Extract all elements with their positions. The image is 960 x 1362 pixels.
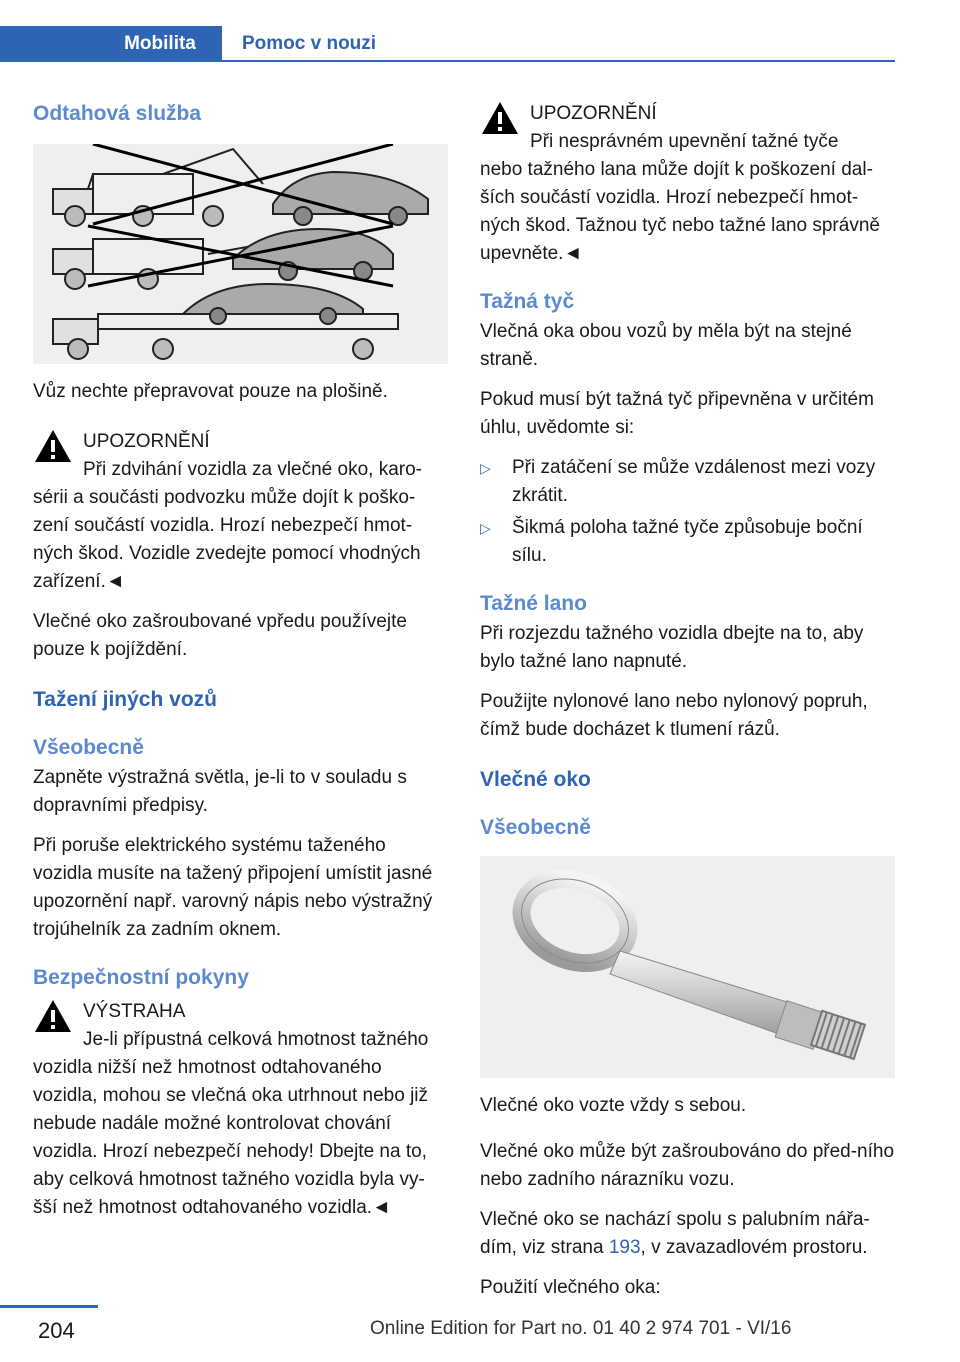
bullet-list bbox=[480, 454, 895, 570]
warning-text bbox=[33, 1026, 448, 1222]
warning-text-first: Při zdvihání vozidla za vlečné oko, karo- bbox=[83, 459, 422, 480]
heading-tow-rope: Tažné lano bbox=[480, 592, 587, 615]
paragraph-rope-1: Při rozjezdu tažného vozidla dbejte na to, aby bylo tažné lano napnuté. bbox=[480, 623, 864, 672]
warning-title: UPOZORNĚNÍ bbox=[83, 431, 210, 452]
header-rule bbox=[0, 60, 895, 62]
heading-tow-bar: Tažná tyč bbox=[480, 290, 575, 313]
warning-text bbox=[480, 128, 895, 268]
paragraph-eye-2-text: Vlečné oko se nachází spolu s palubním nářa-dím, viz strana bbox=[480, 1209, 870, 1258]
heading-general: Všeobecně bbox=[33, 736, 144, 759]
list-item bbox=[480, 514, 895, 570]
tab-mobilita[interactable]: Mobilita bbox=[98, 26, 222, 62]
heading-towing-service: Odtahová služba bbox=[33, 102, 202, 125]
edition-text: Online Edition for Part no. 01 40 2 974 701 - VI/16 bbox=[370, 1318, 792, 1339]
paragraph-rope-2: Použijte nylonové lano nebo nylonový popruh, čímž bude docházet k tlumení rázů. bbox=[480, 691, 868, 740]
list-item-text: Při zatáčení se může vzdálenost mezi vozy zkrátit. bbox=[512, 457, 876, 506]
warning-text-rest: nebo tažného lana může dojít k poškození dal-ších součástí vozidla. Hrozí nebezpečí hmot-ných škod. Tažnou tyč nebo tažné lano správně upevněte.◄ bbox=[480, 159, 880, 264]
warning-text-rest: vozidla nižší než hmotnost odtahovaného vozidla, mohou se vlečná oka utrhnout nebo již nebude nadále možné kontrolovat chování vozidla. Hrozí nebezpečí nehody! Dbejte na to, aby celková hmotnost tažného vozidla byla vy-šší než hmotnost odtahovaného vozidla.◄ bbox=[33, 1057, 429, 1218]
paragraph-screw-front: Vlečné oko zašroubované vpředu používejte pouze k pojíždění. bbox=[33, 611, 407, 660]
warning-text-rest: sérii a součásti podvozku může dojít k poško-zení součástí vozidla. Hrozí nebezpečí hmot-ných škod. Vozidle zvedejte pomocí vhodných zařízení.◄ bbox=[33, 487, 421, 592]
paragraph-bar-1: Vlečná oka obou vozů by měla být na stejné straně. bbox=[480, 321, 852, 370]
warning-text-first: Je-li přípustná celková hmotnost tažného bbox=[83, 1029, 429, 1050]
bullet-triangle-icon: ▷ bbox=[480, 460, 491, 476]
tow-eye-image bbox=[480, 856, 895, 1078]
paragraph-eye-2 bbox=[480, 1206, 895, 1262]
page-link-193[interactable]: 193 bbox=[608, 1237, 641, 1258]
warning-text-first: Při nesprávném upevnění tažné tyče bbox=[530, 131, 839, 152]
left-column bbox=[33, 100, 448, 1234]
header-bar bbox=[0, 0, 895, 62]
list-item-text: Šikmá poloha tažné tyče způsobuje boční sílu. bbox=[512, 517, 863, 566]
warning-triangle-icon bbox=[33, 428, 73, 464]
warning-mounting bbox=[480, 100, 895, 268]
warning-triangle-icon bbox=[33, 998, 73, 1034]
right-column bbox=[480, 100, 895, 1314]
towing-illustration bbox=[33, 144, 448, 364]
caption-tow-eye: Vlečné oko vozte vždy s sebou. bbox=[480, 1095, 747, 1116]
paragraph-eye-2-text-end: , v zavazadlovém prostoru. bbox=[640, 1237, 868, 1258]
warning-title: UPOZORNĚNÍ bbox=[530, 103, 657, 124]
list-item bbox=[480, 454, 895, 510]
warning-lift bbox=[33, 428, 448, 596]
heading-tow-eye: Vlečné oko bbox=[480, 768, 591, 791]
warning-title: VÝSTRAHA bbox=[83, 1001, 186, 1022]
paragraph-eye-1: Vlečné oko může být zašroubováno do před-ního nebo zadního nárazníku vozu. bbox=[480, 1141, 895, 1190]
paragraph-electric-failure: Při poruše elektrického systému taženého vozidla musíte na tažený připojení umístit jasné upozornění např. varovný nápis nebo výstražný trojúhelník za zadním oknem. bbox=[33, 835, 433, 940]
bullet-triangle-icon: ▷ bbox=[480, 520, 491, 536]
paragraph-eye-3: Použití vlečného oka: bbox=[480, 1277, 661, 1298]
paragraph-bar-2: Pokud musí být tažná tyč připevněna v určitém úhlu, uvědomte si: bbox=[480, 389, 874, 438]
tab-pomoc-v-nouzi[interactable]: Pomoc v nouzi bbox=[242, 33, 377, 54]
warning-text bbox=[33, 456, 448, 596]
paragraph-hazard-lights: Zapněte výstražná světla, je-li to v souladu s dopravními předpisy. bbox=[33, 767, 407, 816]
page-number: 204 bbox=[38, 1318, 75, 1343]
heading-towing-others: Tažení jiných vozů bbox=[33, 688, 217, 711]
warning-weight bbox=[33, 998, 448, 1222]
warning-triangle-icon bbox=[480, 100, 520, 136]
caption-towing: Vůz nechte přepravovat pouze na plošině. bbox=[33, 381, 388, 402]
heading-general: Všeobecně bbox=[480, 816, 591, 839]
header-band bbox=[0, 26, 98, 62]
heading-safety: Bezpečnostní pokyny bbox=[33, 966, 249, 989]
tow-trucks-image bbox=[33, 144, 448, 364]
footer-rule bbox=[0, 1305, 98, 1308]
tow-eye-illustration bbox=[480, 856, 895, 1078]
